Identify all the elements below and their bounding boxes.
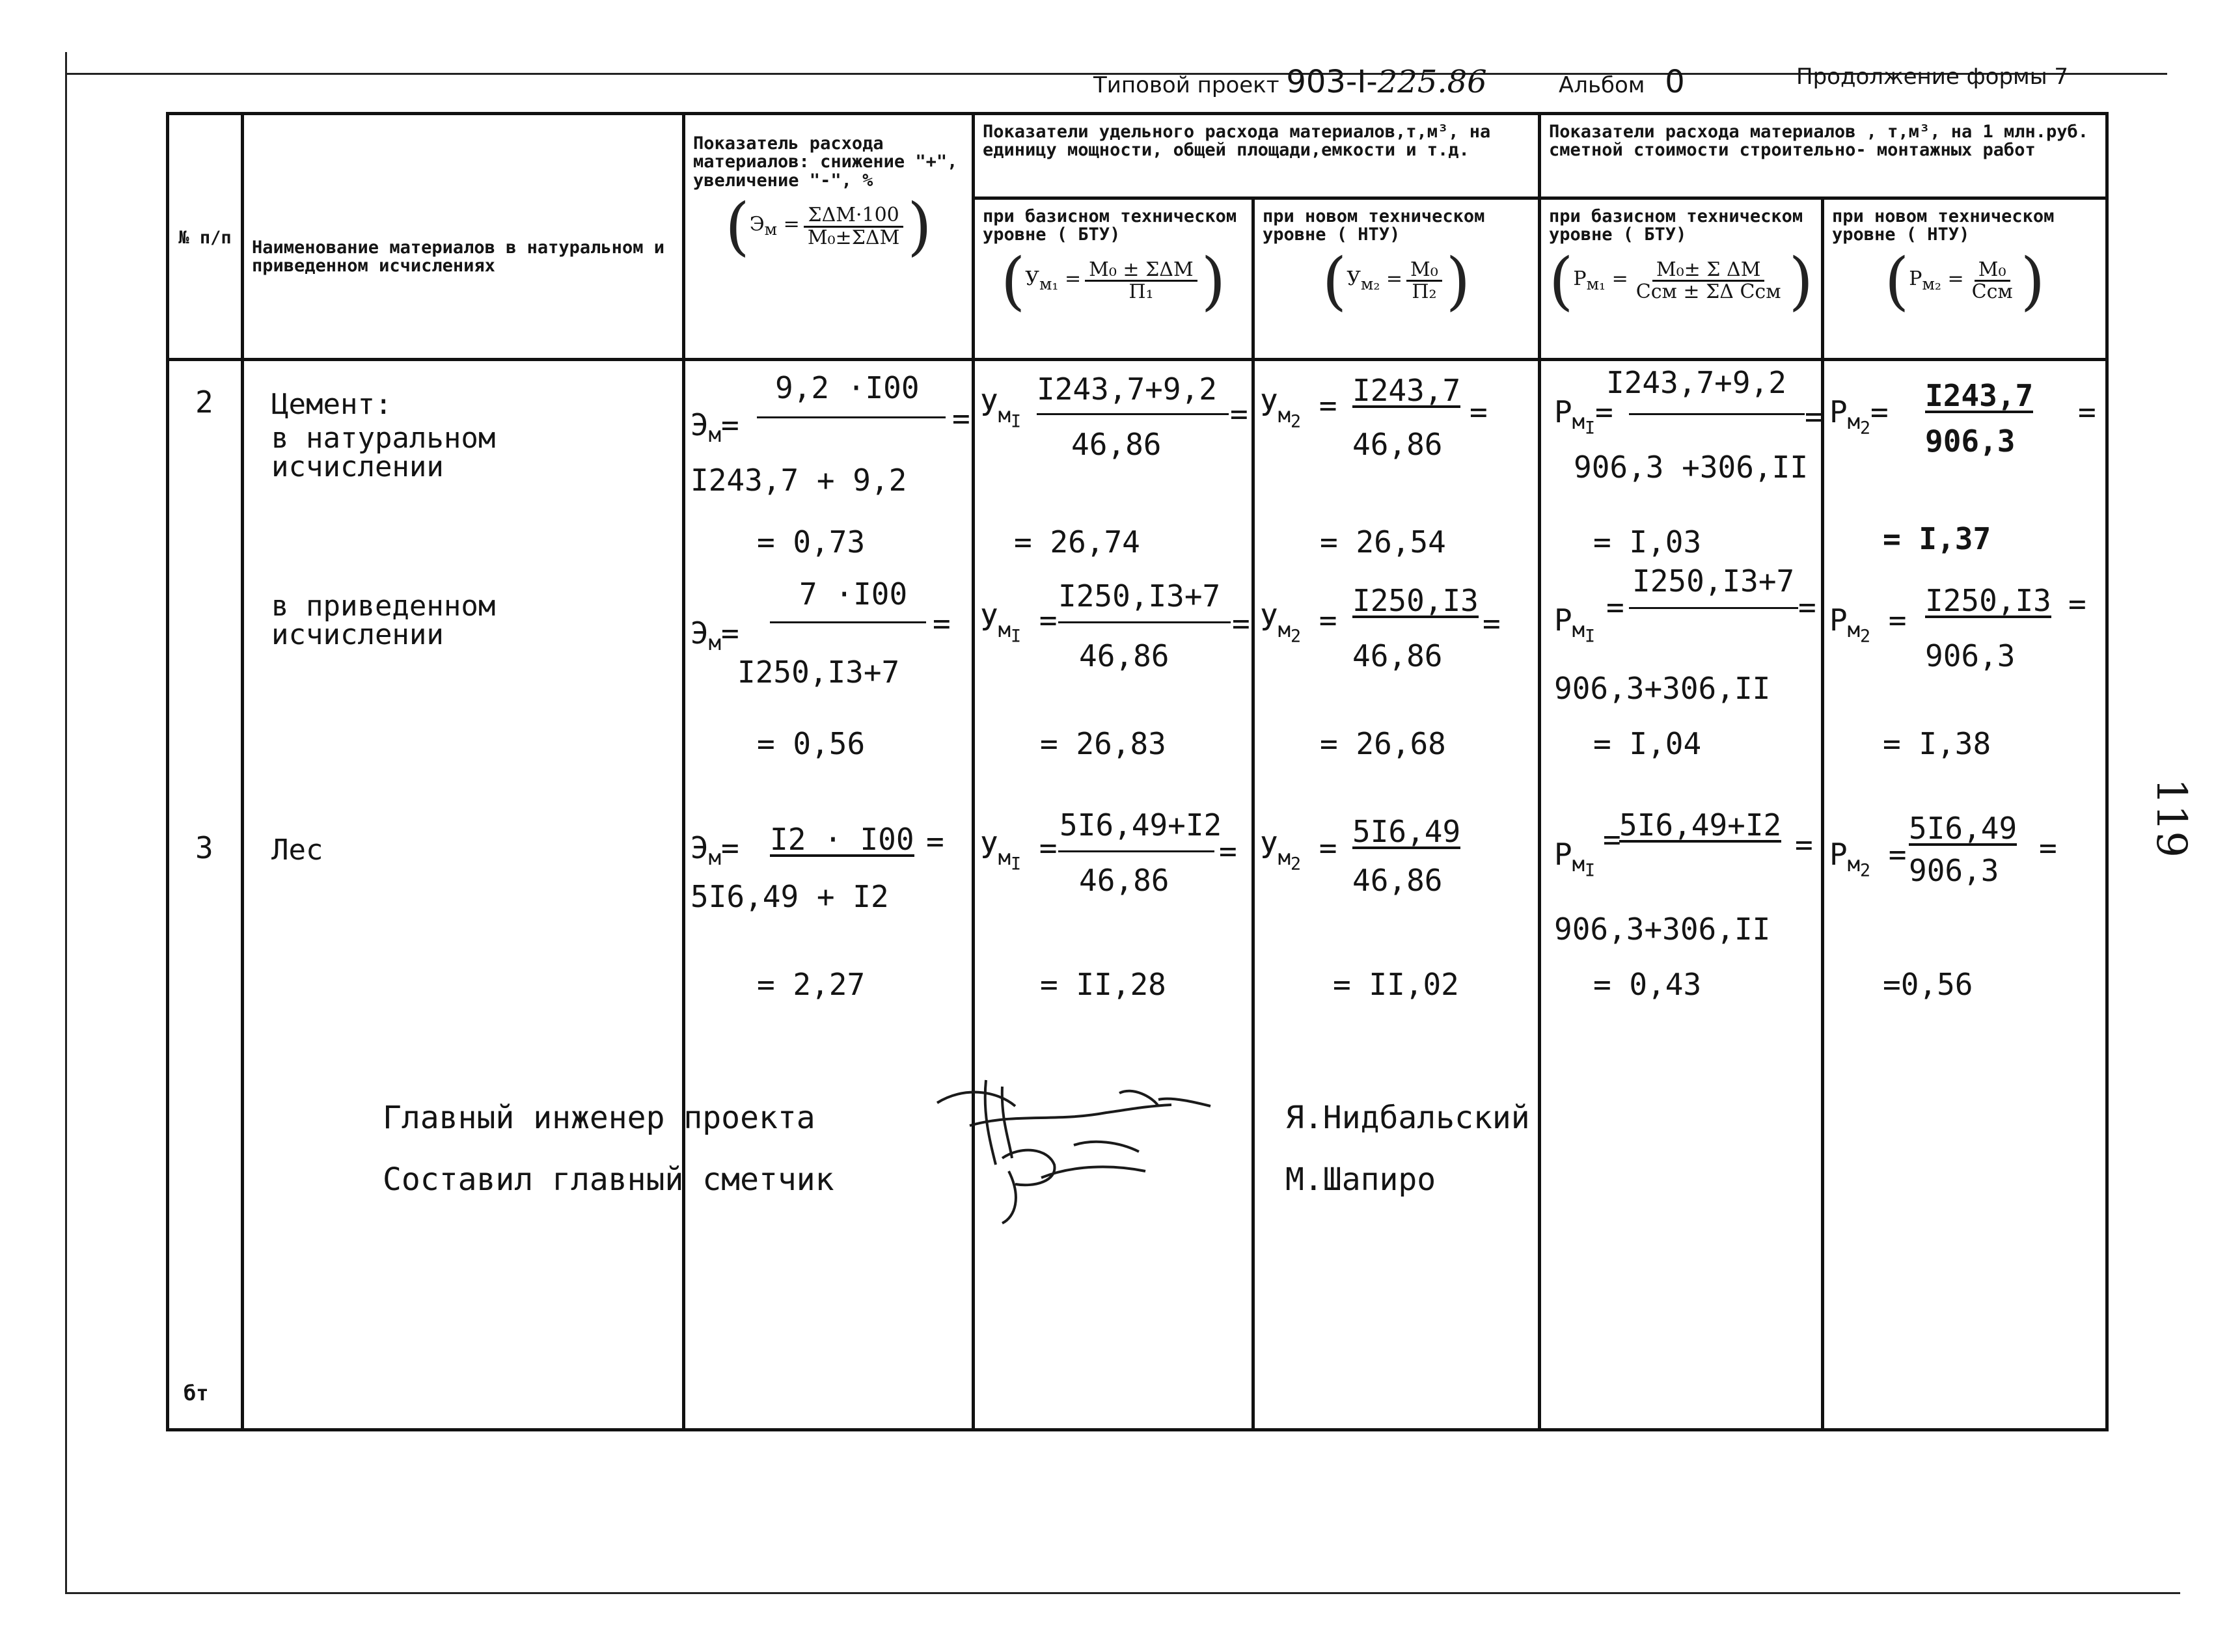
fraction-line	[770, 621, 926, 623]
indicator-formula	[685, 190, 972, 264]
col-u1-header	[974, 198, 1253, 360]
e-denominator: I243,7 + 9,2	[691, 463, 907, 498]
project-number-handwritten: 225.86	[1377, 64, 1487, 100]
e-result: = 2,27	[757, 967, 866, 1002]
formula-lhs-symbol: Р	[1573, 267, 1587, 291]
col-u2-header	[1253, 198, 1540, 360]
paren-left: (	[1000, 244, 1026, 318]
p1-denominator: 906,3+306,II	[1554, 671, 1771, 706]
formula-lhs: $Р_{м_1}$ =	[1573, 267, 1628, 294]
p1-numerator: I243,7+9,2	[1606, 365, 1786, 400]
e-result: = 0,56	[757, 726, 866, 761]
col-u1-header-text: при базисном техническом уровне ( БТУ)	[983, 206, 1237, 245]
u1-result: = 26,83	[1040, 726, 1166, 761]
project-number: 903-I-	[1286, 64, 1378, 100]
p1-result: = I,03	[1593, 524, 1702, 560]
u1-formula	[975, 244, 1251, 318]
estimator-name: М.Шапиро	[1285, 1161, 1436, 1198]
col-name-header	[243, 114, 684, 360]
col-indicator-header-text: Показатель расхода материалов: снижение "+", увеличение "-", %	[693, 133, 958, 191]
formula-lhs-sub: м₁	[1586, 275, 1606, 294]
formula-denominator: Cсм	[1971, 280, 2013, 304]
formula-denominator: П₂	[1412, 280, 1437, 304]
col-p1-header	[1540, 198, 1823, 360]
u1-denominator: 46,86	[1071, 427, 1162, 462]
estimator-label: Составил главный сметчик	[383, 1161, 834, 1198]
paren-left: (	[725, 190, 750, 264]
col-p2-header	[1823, 198, 2107, 360]
formula-fraction	[804, 205, 903, 248]
formula-fraction	[1406, 260, 1442, 303]
u1-denominator: 46,86	[1079, 638, 1169, 673]
p1-denominator: 906,3 +306,II	[1574, 450, 1809, 485]
formula-numerator: M₀ ± ΣΔM	[1085, 260, 1197, 282]
formula-fraction	[1968, 260, 2017, 303]
col-u2-body: $У_{м_2}$ = I243,7 = 46,86 = 26,54 $У_{м_2}$ = I250,I3 = 46,86 = 26,68 $У_{м_2}$ = 5I6,49 46,86 = II,02	[1253, 360, 1540, 1430]
paren-right: )	[1201, 244, 1226, 318]
formula-lhs-sub: м₁	[1039, 275, 1059, 294]
p1-numerator: 5I6,49+I2	[1619, 807, 1782, 843]
fraction-line	[1058, 621, 1231, 623]
u2-numerator: I243,7	[1352, 373, 1461, 408]
p2-result: = I,38	[1883, 726, 1991, 761]
u1-numerator: 5I6,49+I2	[1060, 807, 1222, 843]
page-stamp-number: 119	[2147, 778, 2196, 858]
p2-numerator: I250,I3	[1925, 583, 2051, 618]
fraction-line	[1629, 413, 1805, 415]
u2-numerator: I250,I3	[1352, 583, 1479, 618]
formula-lhs: $Э_м$ =	[749, 213, 800, 239]
u2-numerator: 5I6,49	[1352, 814, 1461, 849]
paren-right: )	[1445, 244, 1471, 318]
p2-denominator: 906,3	[1925, 424, 2016, 459]
fraction-line	[1058, 850, 1214, 852]
group-per-million-header-text: Показатели расхода материалов , т,м³, на 1 млн.руб. сметной стоимости строительно- монтажных работ	[1549, 122, 2089, 161]
formula-lhs-sub: м	[764, 220, 778, 239]
footer-mark: бт	[184, 1381, 209, 1405]
p2-formula	[1824, 244, 2105, 318]
col-p2-header-text: при новом техническом уровне ( НТУ)	[1832, 206, 2055, 245]
formula-numerator: M₀	[1975, 260, 2010, 282]
formula-lhs: $Р_{м_2}$ =	[1909, 267, 1964, 294]
col-p1-header-text: при базисном техническом уровне ( БТУ)	[1549, 206, 1803, 245]
col-number-header	[168, 114, 243, 360]
frame-bottom-line	[65, 1592, 2180, 1594]
formula-lhs-sub: м₂	[1360, 275, 1380, 294]
u1-denominator: 46,86	[1079, 863, 1169, 898]
fraction-line	[757, 416, 946, 418]
p2-denominator: 906,3	[1925, 638, 2016, 673]
row-number: 2	[195, 385, 213, 420]
u2-denominator: 46,86	[1352, 863, 1443, 898]
p2-numerator: 5I6,49	[1909, 811, 2017, 846]
p2-result: = I,37	[1883, 521, 1991, 556]
continuation-label: Продолжение формы 7	[1796, 64, 2068, 90]
album-label-text: Альбом	[1559, 72, 1645, 98]
col-indicator-body: 9,2 ·I00 $Э_м=$ = I243,7 + 9,2 = 0,73 7 ·I00 $Э_м=$ = I250,I3+7 = 0,56 $Э_м=$ I2 · I00 = 5I6,49 + I2 = 2,27	[684, 360, 974, 1430]
material-name-cement: Цемент:	[271, 388, 392, 421]
material-subtitle-reduced: в приведенном исчислении	[271, 589, 496, 651]
fraction-line	[1037, 413, 1229, 415]
col-number-body	[168, 360, 243, 1430]
u2-result: = 26,68	[1320, 726, 1446, 761]
album-label	[1559, 64, 1685, 100]
col-p1-body: I243,7+9,2 $Р_{м_I}=$ = 906,3 +306,II = I,03 I250,I3+7 $Р_{м_I}$ = = 906,3+306,II = I,04 $Р_{м_I}$ = 5I6,49+I2 = 906,3+306,II = 0,43	[1540, 360, 1823, 1430]
chief-engineer-name: Я.Нидбальский	[1285, 1100, 1530, 1136]
col-number-header-text: № п/п	[178, 228, 232, 248]
p2-denominator: 906,3	[1909, 853, 1999, 888]
u2-result: = 26,54	[1320, 524, 1446, 560]
project-prefix: Типовой проект	[1093, 72, 1279, 98]
e-denominator: 5I6,49 + I2	[691, 879, 889, 914]
paren-left: (	[1548, 244, 1574, 318]
group-per-million-header	[1540, 114, 2107, 198]
u1-result: = 26,74	[1014, 524, 1140, 560]
formula-fraction	[1632, 260, 1785, 303]
formula-denominator: Cсм ± ΣΔ Cсм	[1635, 280, 1781, 304]
u2-formula	[1255, 244, 1538, 318]
paren-left: (	[1322, 244, 1347, 318]
group-specific-header	[974, 114, 1540, 198]
col-u1-body: $У_{м_I}$ I243,7+9,2 = 46,86 = 26,74 $У_{м_I}$ = I250,I3+7 = 46,86 = 26,83 $У_{м_I}$ = 5I6,49+I2 = 46,86 = II,28	[974, 360, 1253, 1430]
paren-right: )	[1788, 244, 1814, 318]
formula-lhs-sub: м₂	[1922, 275, 1941, 294]
col-u2-header-text: при новом техническом уровне ( НТУ)	[1263, 206, 1485, 245]
p2-numerator: I243,7	[1925, 378, 2034, 413]
p1-formula	[1541, 244, 1821, 318]
e-denominator: I250,I3+7	[737, 655, 900, 690]
chief-engineer-label: Главный инженер проекта	[383, 1100, 815, 1136]
formula-fraction	[1085, 260, 1197, 303]
formula-numerator: ΣΔM·100	[804, 205, 903, 228]
u2-denominator: 46,86	[1352, 638, 1443, 673]
p1-result: = 0,43	[1593, 967, 1702, 1002]
e-result: = 0,73	[757, 524, 866, 560]
formula-lhs: $У_{м_1}$ =	[1025, 267, 1082, 294]
u2-result: = II,02	[1333, 967, 1459, 1002]
u1-numerator: I250,I3+7	[1058, 578, 1221, 614]
formula-lhs-symbol: У	[1025, 267, 1039, 291]
paren-right: )	[2020, 244, 2045, 318]
p1-numerator: I250,I3+7	[1632, 563, 1795, 599]
u1-result: = II,28	[1040, 967, 1166, 1002]
album-number: 0	[1665, 64, 1685, 100]
row-number: 3	[195, 830, 213, 865]
paren-right: )	[907, 190, 932, 264]
formula-lhs-symbol: Р	[1909, 267, 1922, 291]
group-specific-header-text: Показатели удельного расхода материалов,т,м³, на единицу мощности, общей площади,емкости и т.д.	[983, 122, 1491, 161]
p1-denominator: 906,3+306,II	[1554, 912, 1771, 947]
col-p2-body: $Р_{м_2}=$ I243,7 = 906,3 = I,37 $Р_{м_2}$ = I250,I3 = 906,3 = I,38 $Р_{м_2}$ = 5I6,49 = 906,3 =0,56	[1823, 360, 2107, 1430]
formula-denominator: П₁	[1128, 280, 1154, 304]
e-numerator: I2 · I00	[770, 822, 914, 857]
formula-denominator: M₀±ΣΔM	[807, 226, 900, 249]
formula-numerator: M₀	[1406, 260, 1442, 282]
col-name-body	[243, 360, 684, 1430]
p2-result: =0,56	[1883, 967, 1973, 1002]
u1-numerator: I243,7+9,2	[1037, 372, 1217, 407]
fraction-line	[1629, 607, 1798, 609]
frame-left-line	[65, 52, 67, 1594]
col-indicator-header	[684, 114, 974, 360]
formula-lhs: $У_{м_2}$ =	[1347, 267, 1403, 294]
material-subtitle-natural: в натуральном исчислении	[271, 422, 496, 483]
p1-result: = I,04	[1593, 726, 1702, 761]
formula-numerator: M₀± Σ ΔM	[1652, 260, 1765, 282]
paren-left: (	[1884, 244, 1909, 318]
e-numerator: 7 ·I00	[799, 576, 908, 612]
handwritten-signatures-image	[924, 1067, 1224, 1236]
formula-lhs-symbol: Э	[749, 213, 765, 236]
project-header	[1093, 64, 1487, 100]
material-name-timber: Лес	[271, 833, 323, 867]
col-name-header-text: Наименование материалов в натуральном и приведенном исчислениях	[252, 237, 664, 277]
formula-lhs-symbol: У	[1347, 267, 1361, 291]
u2-denominator: 46,86	[1352, 427, 1443, 462]
e-numerator: 9,2 ·I00	[775, 370, 920, 405]
